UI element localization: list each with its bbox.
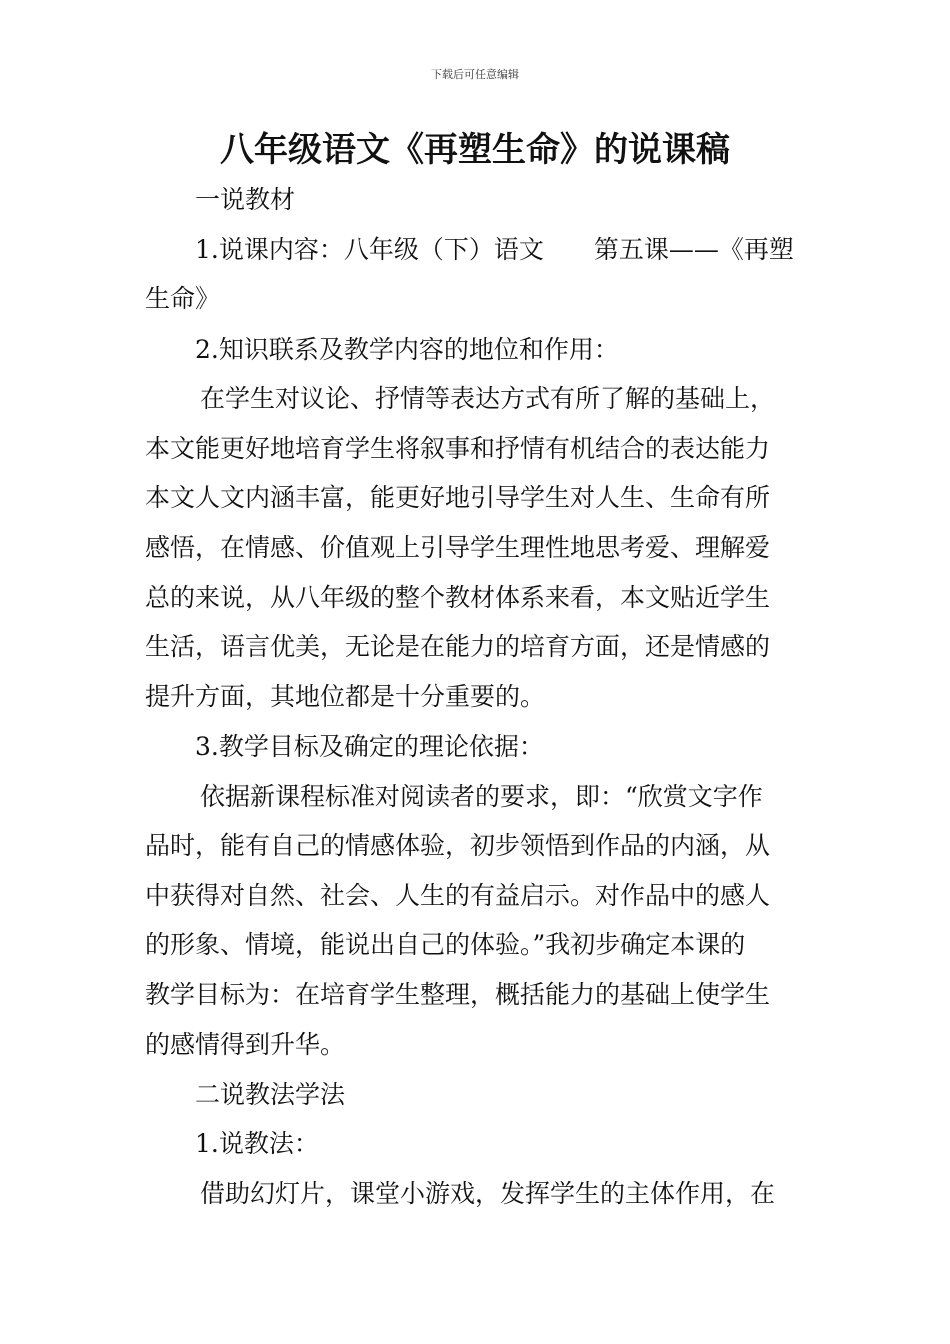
paragraph-line: 本文能更好地培育学生将叙事和抒情有机结合的表达能力 xyxy=(145,434,771,463)
subsection-heading-objectives: 3.教学目标及确定的理论依据： xyxy=(195,732,544,761)
paragraph-line: 总的来说，从八年级的整个教材体系来看，本文贴近学生 xyxy=(145,583,771,612)
paragraph-line: 生活，语言优美，无论是在能力的培育方面，还是情感的 xyxy=(145,632,771,661)
page-header-note: 下载后可任意编辑 xyxy=(431,68,519,81)
paragraph-line: 提升方面，其地位都是十分重要的。 xyxy=(145,682,546,711)
paragraph-line: 依据新课程标准对阅读者的要求，即：“欣赏文字作 xyxy=(200,782,763,811)
paragraph-line: 的感情得到升华。 xyxy=(145,1030,346,1059)
subsection-heading-knowledge: 2.知识联系及教学内容的地位和作用： xyxy=(195,335,619,364)
paragraph-line: 教学目标为：在培育学生整理，概括能力的基础上使学生 xyxy=(145,980,771,1009)
paragraph-line: 感悟，在情感、价值观上引导学生理性地思考爱、理解爱 xyxy=(145,533,771,562)
subsection-heading-teaching-method: 1.说教法： xyxy=(195,1129,319,1158)
paragraph-line: 生命》 xyxy=(145,284,221,313)
paragraph-line: 中获得对自然、社会、人生的有益启示。对作品中的感人 xyxy=(145,881,771,910)
paragraph-line: 本文人文内涵丰富，能更好地引导学生对人生、生命有所 xyxy=(145,483,771,512)
section-heading-methods: 二说教法学法 xyxy=(195,1080,346,1109)
paragraph-line: 1.说课内容：八年级（下）语文 第五课——《再塑 xyxy=(195,235,794,264)
document-title: 八年级语文《再塑生命》的说课稿 xyxy=(220,130,730,170)
paragraph-line: 借助幻灯片，课堂小游戏，发挥学生的主体作用，在 xyxy=(200,1179,776,1208)
section-heading-teaching-material: 一说教材 xyxy=(195,185,296,214)
paragraph-line: 的形象、情境，能说出自己的体验。”我初步确定本课的 xyxy=(145,930,746,959)
paragraph-line: 在学生对议论、抒情等表达方式有所了解的基础上， xyxy=(200,384,776,413)
paragraph-line: 品时，能有自己的情感体验，初步领悟到作品的内涵，从 xyxy=(145,831,771,860)
